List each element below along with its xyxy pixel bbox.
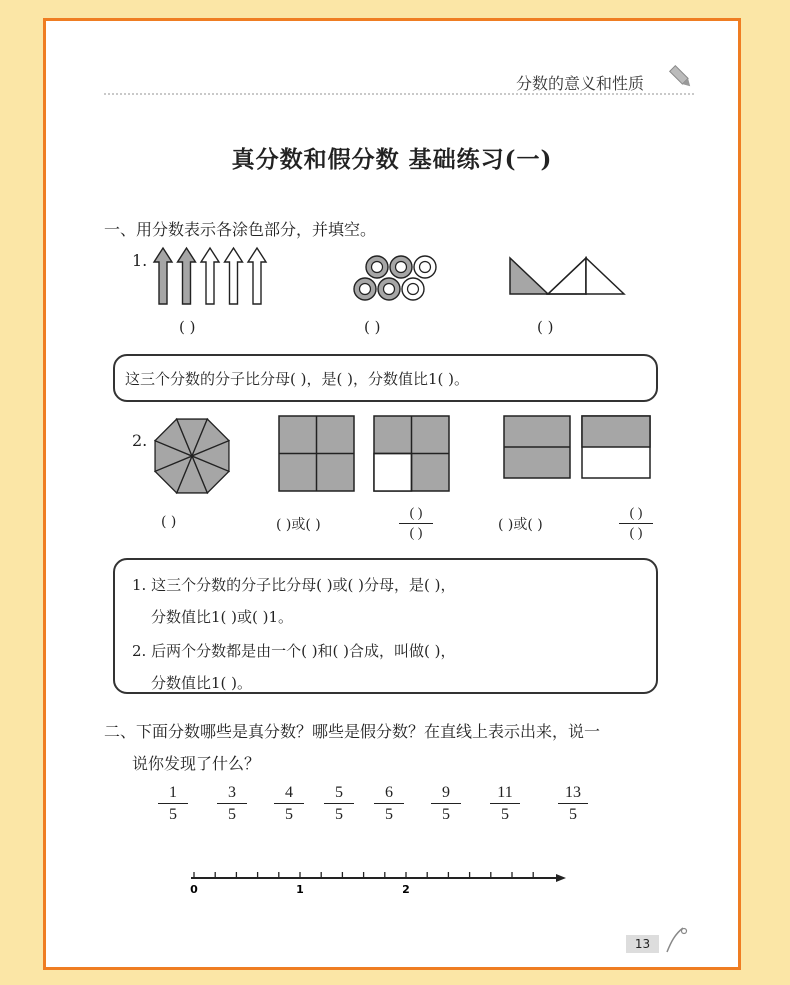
fraction-numerator: 9 (431, 784, 461, 804)
fill-box-2-line1: 1. 这三个分数的分子比分母( )或( )分母，是( )， (132, 576, 456, 594)
answer-blank-squares[interactable]: ( )或( ) (276, 517, 321, 533)
triangle (586, 258, 624, 294)
fraction-numerator: 4 (274, 784, 304, 804)
section1-heading: 一、用分数表示各涂色部分，并填空。 (104, 220, 377, 239)
answer-blank-triangles[interactable]: ( ) (537, 318, 554, 336)
fraction-denominator: 5 (442, 806, 450, 823)
answer-blank-rings[interactable]: ( ) (364, 318, 381, 336)
ring-hole (408, 284, 419, 295)
fill-box-2-line2: 分数值比1( )或( )1。 (151, 608, 294, 626)
quill-icon (663, 924, 689, 954)
answer-blank-rectangles[interactable]: ( )或( ) (498, 517, 543, 533)
fraction-denominator: 5 (228, 806, 236, 823)
answer-blank-octagon[interactable]: ( ) (161, 514, 177, 530)
ring-hole (420, 262, 431, 273)
fill-box-1-text: 这三个分数的分子比分母( )，是( )，分数值比1( )。 (125, 370, 469, 388)
page-number: 13 (626, 935, 659, 953)
triangles-figure (506, 254, 626, 299)
fraction-item (217, 784, 247, 824)
arrow-head-icon (556, 874, 566, 882)
fraction-blank-denominator: ( ) (629, 526, 643, 541)
squares-figure (278, 415, 458, 495)
fraction-denominator: 5 (285, 806, 293, 823)
fraction-item (558, 784, 588, 824)
arrow-shape (225, 248, 243, 304)
fraction-numerator: 5 (324, 784, 354, 804)
octagon-figure (150, 414, 234, 498)
fraction-denominator: 5 (569, 806, 577, 823)
rings-figure (341, 248, 441, 308)
worksheet-page (43, 18, 741, 970)
fill-box-2-line4: 分数值比1( )。 (151, 674, 253, 692)
fraction-numerator: 3 (217, 784, 247, 804)
triangle-shaded (510, 258, 548, 294)
arrows-figure (150, 246, 274, 306)
arrow-shape (154, 248, 172, 304)
fraction-blank-squares[interactable] (399, 506, 433, 542)
answer-blank-arrows[interactable]: ( ) (179, 318, 196, 336)
ring-hole (372, 262, 383, 273)
header-divider (104, 93, 694, 95)
fraction-denominator: 5 (169, 806, 177, 823)
arrow-shape (201, 248, 219, 304)
number-line-label: 0 (190, 883, 198, 896)
fraction-numerator: 6 (374, 784, 404, 804)
fraction-blank-denominator: ( ) (409, 526, 423, 541)
fraction-blank-numerator: ( ) (399, 506, 433, 524)
number-line-label: 1 (296, 883, 304, 896)
fraction-blank-rectangles[interactable] (619, 506, 653, 542)
fraction-blank-numerator: ( ) (619, 506, 653, 524)
fraction-item (490, 784, 520, 824)
rectangles-figure (503, 415, 655, 485)
header-title: 分数的意义和性质 (516, 74, 645, 93)
fill-box-2-line3: 2. 后两个分数都是由一个( )和( )合成，叫做( )， (132, 642, 456, 660)
fraction-item (374, 784, 404, 824)
page-title: 真分数和假分数 基础练习(一) (231, 146, 553, 173)
fraction-numerator: 11 (490, 784, 520, 804)
ring-hole (384, 284, 395, 295)
fraction-numerator: 1 (158, 784, 188, 804)
ring-hole (360, 284, 371, 295)
fraction-item (158, 784, 188, 824)
fraction-numerator: 13 (558, 784, 588, 804)
fraction-denominator: 5 (501, 806, 509, 823)
fill-box-1 (113, 354, 658, 402)
section2-heading-line1: 二、下面分数哪些是真分数？哪些是假分数？在直线上表示出来，说一 (104, 722, 601, 741)
fraction-denominator: 5 (385, 806, 393, 823)
fill-box-2 (113, 558, 658, 694)
arrow-shape (178, 248, 196, 304)
fraction-denominator: 5 (335, 806, 343, 823)
item1-label: 1. (132, 251, 148, 270)
fraction-item (431, 784, 461, 824)
fraction-item (274, 784, 304, 824)
ring-hole (396, 262, 407, 273)
number-line (186, 866, 571, 896)
fraction-item (324, 784, 354, 824)
item2-label: 2. (132, 431, 148, 450)
section2-heading-line2: 说你发现了什么？ (132, 754, 261, 773)
number-line-label: 2 (402, 883, 410, 896)
pencil-icon (668, 63, 694, 91)
arrow-shape (248, 248, 266, 304)
